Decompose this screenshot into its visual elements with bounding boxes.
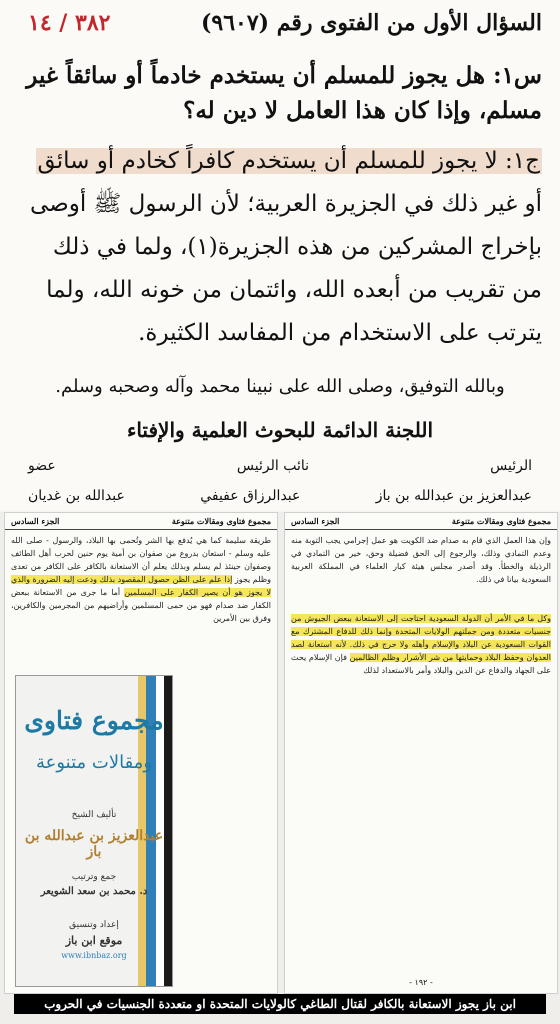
fatwa-heading: السؤال الأول من الفتوى رقم (٩٦٠٧) [200, 10, 542, 36]
caption-banner: ابن باز يجوز الاستعانة بالكافر لقتال الطاغي كالولايات المتحدة او متعددة الجنسيات في الحروب [14, 994, 546, 1014]
role-member: عضو [28, 458, 56, 474]
cover-publisher-label: إعداد وتنسيق [69, 920, 119, 930]
cover-subtitle: ومقالات متنوعة [35, 752, 153, 773]
page-header-volume: الجزء السادس [11, 516, 60, 526]
page-highlight: وكل ما في الأمر أن الدولة السعودية احتاجت إلى الاستعانة ببعض الجيوش من جنسيات متعددة ومن جملتهم الولايات المتحدة وإنما ذلك للدفاع المشترك مع القوات السعودية عن البلاد والإسلام وأهله ولا حرج في ذلك. لأنه استعانة لصد العدوان وحفظ البلاد وحمايتها من شر الأشرار وظلم الظالمين [291, 614, 552, 662]
name-vice-president: عبدالرزاق عفيفي [200, 488, 301, 504]
page-text: فإن الإسلام يحث على الجهاد والدفاع عن الدين والبلاد وأمر بالاستعداد لذلك [291, 653, 551, 675]
page-header-title: مجموع فتاوى ومقالات متنوعة [171, 516, 271, 526]
page-text: وإن هذا العمل الذي قام به صدام ضد الكويت هو عمل إجرامي يجب التوبة منه وعدم التمادي وذلك، والرجوع إلى الحق فضيلة وحق، خير من التمادي في الرذيلة والخطأ. وقد أصدر مجلس هيئة كبار العلماء في المملكة العربية السعودية بيانا في ذلك. [291, 536, 551, 584]
question-text: س١: هل يجوز للمسلم أن يستخدم خادماً أو سائقاً غير مسلم، وإذا كان هذا العامل لا دين له؟ [26, 62, 542, 124]
page-number: - ١٩٢ - [409, 978, 433, 987]
fatwa-number: ٣٨٢ / ١٤ [28, 10, 111, 36]
book-page-192 [284, 512, 558, 994]
cover-title: مجموع فتاوى [24, 706, 164, 735]
answer-highlight: ج١: لا يجوز للمسلم أن يستخدم كافراً كخادم أو سائق [37, 148, 540, 174]
role-vice-president: نائب الرئيس [236, 458, 309, 474]
page-body [285, 530, 557, 681]
answer-rest: أو غير ذلك في الجزيرة العربية؛ لأن الرسول ﷺ أوصى بإخراج المشركين من هذه الجزيرة(١)، ولما في ذلك من تقريب من أبعده الله، وائتمان من خونه الله، ولما يترتب على الاستخدام من المفاسد الكثيرة. [30, 191, 542, 346]
page-text: أما ما جرى من الاستعانة ببعض الكفار ضد صدام فهو من حمى المسلمين وأراضيهم من المجرمين والكافرين، وفرق بين الأمرين [11, 588, 271, 623]
committee-title: اللجنة الدائمة للبحوث العلمية والإفتاء [126, 418, 434, 442]
role-president: الرئيس [490, 458, 532, 474]
book-page-193 [4, 512, 278, 994]
cover-compiler-label: جمع وترتيب [71, 872, 117, 882]
answer-text [18, 140, 542, 355]
page-header [285, 513, 557, 530]
cover-url: www.ibnbaz.org [61, 951, 127, 960]
page-body [5, 530, 277, 629]
name-member: عبدالله بن غديان [28, 488, 125, 504]
cover-author: عبدالعزيز بن عبدالله بن باز [24, 828, 164, 860]
name-president: عبدالعزيز بن عبدالله بن باز [375, 488, 532, 504]
cover-publisher: موقع ابن باز [65, 934, 123, 947]
page-header-title: مجموع فتاوى ومقالات متنوعة [451, 516, 551, 526]
page-text: طريقة سليمة كما هي يُدفع بها الشر وتُحمى بها البلاد، والرسول - صلى الله عليه وسلم - استعان بدروع من صفوان بن أمية يوم حنين لحرب أهل الطائف وصفوان حينئذ لم يسلم وبذلك يعلم أن الاستعانة بالكافر على الكافر من تعدى وظلم يجوز [11, 536, 271, 584]
fatwa-section [0, 0, 560, 510]
signature-names [28, 488, 532, 504]
closing-line: وبالله التوفيق، وصلى الله على نبينا محمد وآله وصحبه وسلم. [55, 376, 505, 397]
cover-compiler: د. محمد بن سعد الشويعر [40, 886, 148, 897]
cover-author-label: تأليف الشيخ [71, 810, 117, 820]
book-cover [15, 675, 173, 987]
signature-roles [28, 458, 532, 474]
page-highlight: إذا علم على الظن حصول المقصود بذلك ودعت إليه الضرورة والذي لا يجوز هو أن يصير الكفار على المسلمين [10, 575, 272, 597]
book-pages-section [0, 512, 560, 1024]
page-header-volume: الجزء السادس [291, 516, 340, 526]
page-header [5, 513, 277, 530]
